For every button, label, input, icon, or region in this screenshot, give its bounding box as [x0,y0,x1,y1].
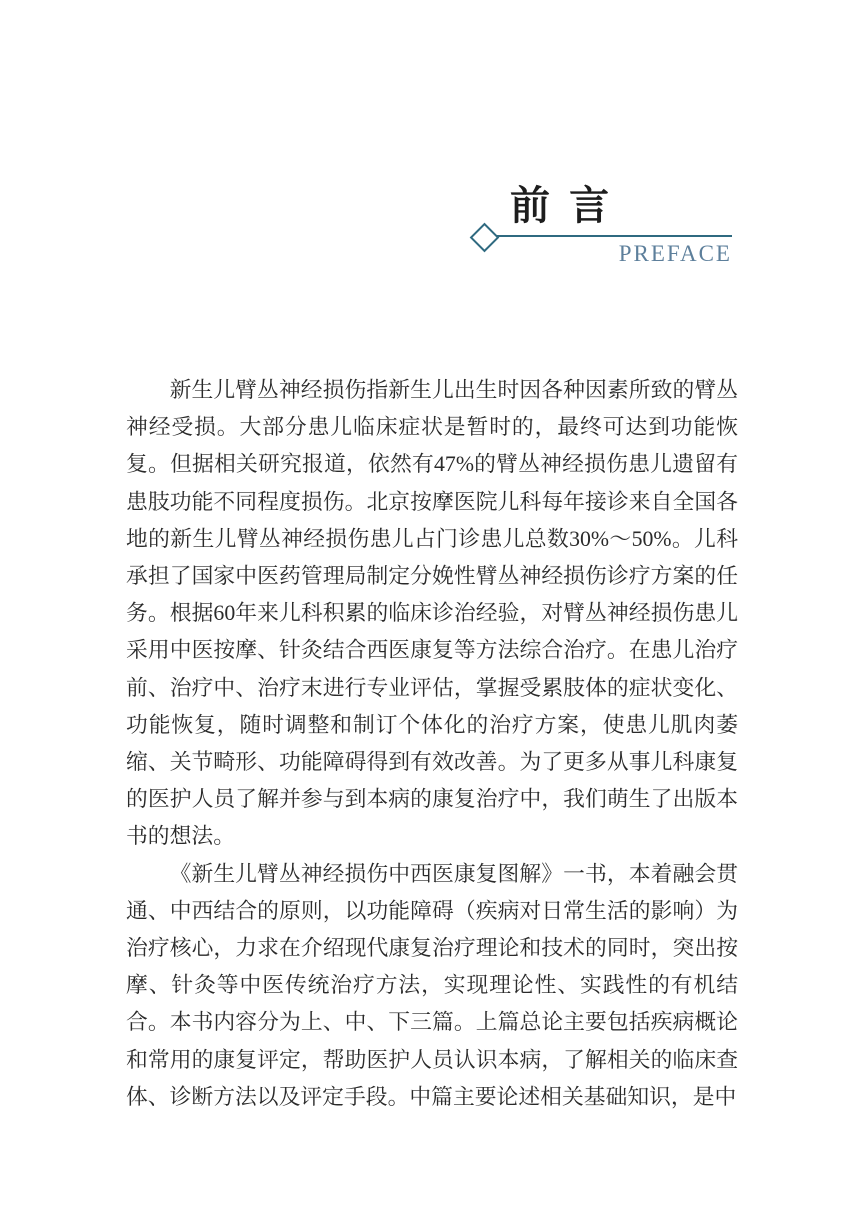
preface-body [126,372,738,1116]
preface-paragraph-2: 《新生儿臂丛神经损伤中西医康复图解》一书，本着融会贯通、中西结合的原则，以功能障碍（疾病对日常生活的影响）为治疗核心，力求在介绍现代康复治疗理论和技术的同时，突出按摩、针灸等中医传统治疗方法，实现理论性、实践性的有机结合。本书内容分为上、中、下三篇。上篇总论主要包括疾病概论和常用的康复评定，帮助医护人员认识本病，了解相关的临床查体、诊断方法以及评定手段。中篇主要论述相关基础知识，是中 [126,861,738,1109]
header-rule-line [496,235,732,237]
page-subtitle: PREFACE [618,241,732,266]
preface-paragraph-1: 新生儿臂丛神经损伤指新生儿出生时因各种因素所致的臂丛神经受损。大部分患儿临床症状是暂时的，最终可达到功能恢复。但据相关研究报道，依然有47%的臂丛神经损伤患儿遗留有患肢功能不同程度损伤。北京按摩医院儿科每年接诊来自全国各地的新生儿臂丛神经损伤患儿占门诊患儿总数30%～50%。儿科承担了国家中医药管理局制定分娩性臂丛神经损伤诊疗方案的任务。根据60年来儿科积累的临床诊治经验，对臂丛神经损伤患儿采用中医按摩、针灸结合西医康复等方法综合治疗。在患儿治疗前、治疗中、治疗末进行专业评估，掌握受累肢体的症状变化、功能恢复，随时调整和制订个体化的治疗方案，使患儿肌肉萎缩、关节畸形、功能障碍得到有效改善。为了更多从事儿科康复的医护人员了解并参与到本病的康复治疗中，我们萌生了出版本书的想法。 [126,378,738,849]
diamond-icon [470,223,500,253]
page-title: 前 言 [510,184,614,228]
